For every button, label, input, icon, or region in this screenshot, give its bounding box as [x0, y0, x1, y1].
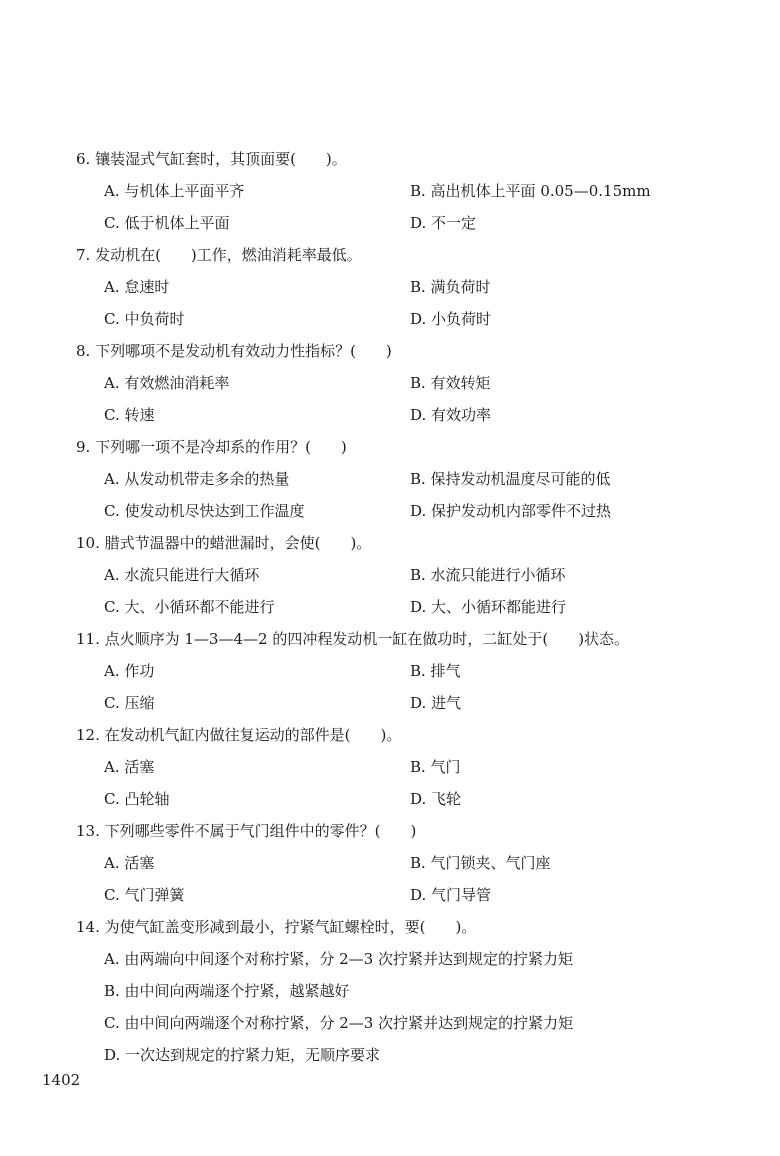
question-13-option-c: C. 气门弹簧 — [104, 886, 185, 904]
question-9-stem: 9. 下列哪一项不是冷却系的作用？( ) — [76, 438, 347, 456]
question-6-option-a: A. 与机体上平面平齐 — [104, 182, 245, 200]
question-7-option-c: C. 中负荷时 — [104, 310, 185, 328]
question-7-option-d: D. 小负荷时 — [410, 310, 492, 328]
question-11-stem: 11. 点火顺序为 1—3—4—2 的四冲程发动机一缸在做功时，二缸处于( )状态。 — [76, 630, 630, 648]
question-7-option-a: A. 怠速时 — [104, 278, 170, 296]
question-8-option-a: A. 有效燃油消耗率 — [104, 374, 230, 392]
question-12-stem: 12. 在发动机气缸内做往复运动的部件是( )。 — [76, 726, 402, 744]
question-10-option-d: D. 大、小循环都能进行 — [410, 598, 567, 616]
question-12-option-a: A. 活塞 — [104, 758, 155, 776]
question-11-option-d: D. 进气 — [410, 694, 462, 712]
question-13-option-b: B. 气门锁夹、气门座 — [410, 854, 551, 872]
question-9-option-c: C. 使发动机尽快达到工作温度 — [104, 502, 305, 520]
question-9-option-a: A. 从发动机带走多余的热量 — [104, 470, 290, 488]
question-9-option-d: D. 保护发动机内部零件不过热 — [410, 502, 612, 520]
question-8-option-d: D. 有效功率 — [410, 406, 492, 424]
question-6-option-b: B. 高出机体上平面 0.05—0.15mm — [410, 182, 651, 200]
question-13-stem: 13. 下列哪些零件不属于气门组件中的零件？( ) — [76, 822, 417, 840]
question-8-option-c: C. 转速 — [104, 406, 155, 424]
question-9-option-b: B. 保持发动机温度尽可能的低 — [410, 470, 611, 488]
question-14-stem: 14. 为使气缸盖变形减到最小，拧紧气缸螺栓时，要( )。 — [76, 918, 477, 936]
question-12-option-d: D. 飞轮 — [410, 790, 462, 808]
question-12-option-b: B. 气门 — [410, 758, 461, 776]
question-6-option-c: C. 低于机体上平面 — [104, 214, 230, 232]
page-number: 1402 — [42, 1071, 81, 1089]
question-10-option-a: A. 水流只能进行大循环 — [104, 566, 260, 584]
question-8-stem: 8. 下列哪项不是发动机有效动力性指标？( ) — [76, 342, 392, 360]
question-6-stem: 6. 镶装湿式气缸套时，其顶面要( )。 — [76, 150, 347, 168]
question-11-option-b: B. 排气 — [410, 662, 461, 680]
question-12-option-c: C. 凸轮轴 — [104, 790, 170, 808]
question-13-option-d: D. 气门导管 — [410, 886, 492, 904]
question-7-option-b: B. 满负荷时 — [410, 278, 491, 296]
question-11-option-c: C. 压缩 — [104, 694, 155, 712]
question-10-option-c: C. 大、小循环都不能进行 — [104, 598, 275, 616]
question-14-option-d: D. 一次达到规定的拧紧力矩，无顺序要求 — [104, 1046, 381, 1064]
question-14-option-c: C. 由中间向两端逐个对称拧紧，分 2—3 次拧紧并达到规定的拧紧力矩 — [104, 1014, 574, 1032]
question-13-option-a: A. 活塞 — [104, 854, 155, 872]
question-14-option-b: B. 由中间向两端逐个拧紧，越紧越好 — [104, 982, 350, 1000]
question-8-option-b: B. 有效转矩 — [410, 374, 491, 392]
question-11-option-a: A. 作功 — [104, 662, 155, 680]
question-6-option-d: D. 不一定 — [410, 214, 477, 232]
question-10-option-b: B. 水流只能进行小循环 — [410, 566, 566, 584]
question-14-option-a: A. 由两端向中间逐个对称拧紧，分 2—3 次拧紧并达到规定的拧紧力矩 — [104, 950, 573, 968]
question-10-stem: 10. 腊式节温器中的蜡泄漏时，会使( )。 — [76, 534, 372, 552]
question-7-stem: 7. 发动机在( )工作，燃油消耗率最低。 — [76, 246, 362, 264]
